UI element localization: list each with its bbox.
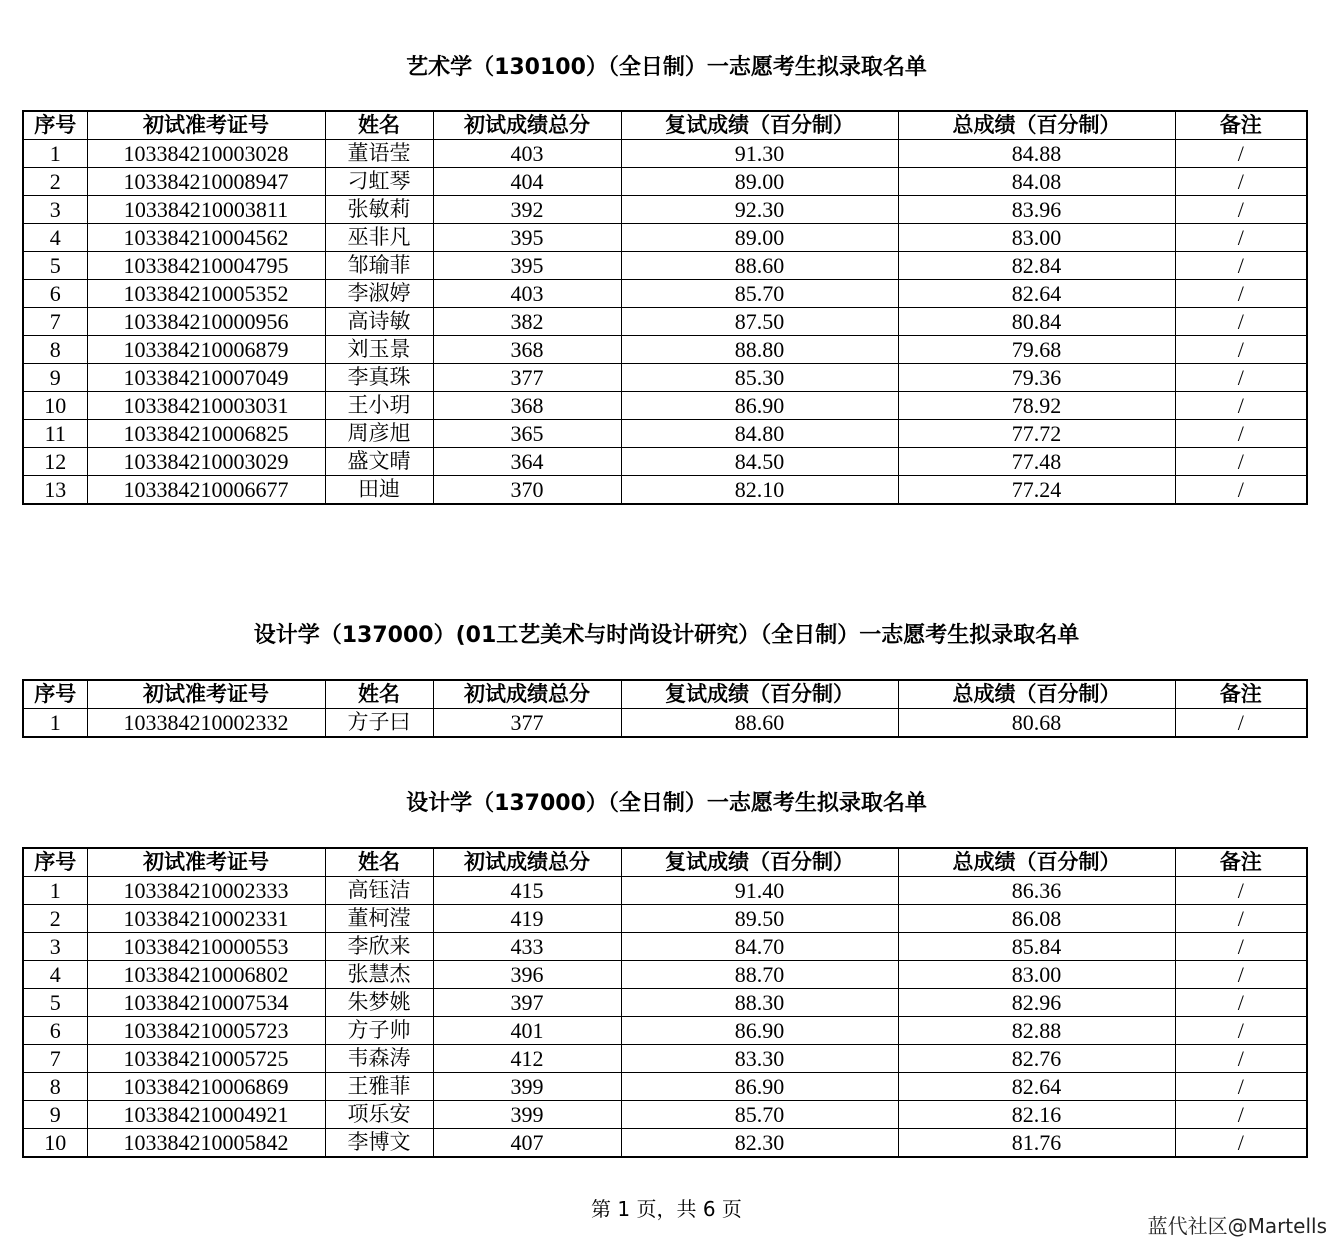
- column-header-seq: 序号: [23, 680, 87, 709]
- initial-score-cell: 399: [433, 1101, 621, 1129]
- remark-cell: /: [1175, 476, 1307, 505]
- table-row: [23, 140, 1307, 168]
- initial-score-cell: 407: [433, 1129, 621, 1158]
- column-header-retest-score: 复试成绩（百分制）: [621, 680, 898, 709]
- exam-id-cell: 103384210005352: [87, 280, 325, 308]
- table-row: [23, 1101, 1307, 1129]
- name-cell: 方子帅: [325, 1017, 433, 1045]
- table-row: [23, 476, 1307, 505]
- initial-score-cell: 403: [433, 280, 621, 308]
- remark-cell: /: [1175, 280, 1307, 308]
- seq-cell: 4: [23, 961, 87, 989]
- total-score-cell: 82.64: [898, 1073, 1175, 1101]
- initial-score-cell: 368: [433, 392, 621, 420]
- initial-score-cell: 377: [433, 364, 621, 392]
- seq-cell: 1: [23, 140, 87, 168]
- exam-id-cell: 103384210002332: [87, 709, 325, 738]
- retest-score-cell: 84.70: [621, 933, 898, 961]
- page-footer: 第 1 页，共 6 页: [591, 1197, 742, 1221]
- retest-score-cell: 89.00: [621, 224, 898, 252]
- seq-cell: 7: [23, 308, 87, 336]
- total-score-cell: 80.84: [898, 308, 1175, 336]
- retest-score-cell: 88.60: [621, 252, 898, 280]
- initial-score-cell: 392: [433, 196, 621, 224]
- remark-cell: /: [1175, 364, 1307, 392]
- retest-score-cell: 86.90: [621, 1073, 898, 1101]
- total-score-cell: 86.36: [898, 877, 1175, 905]
- seq-cell: 7: [23, 1045, 87, 1073]
- remark-cell: /: [1175, 420, 1307, 448]
- initial-score-cell: 365: [433, 420, 621, 448]
- name-cell: 董语莹: [325, 140, 433, 168]
- retest-score-cell: 92.30: [621, 196, 898, 224]
- total-score-cell: 83.00: [898, 961, 1175, 989]
- admission-table: [22, 847, 1308, 1158]
- total-score-cell: 82.16: [898, 1101, 1175, 1129]
- seq-cell: 11: [23, 420, 87, 448]
- retest-score-cell: 88.60: [621, 709, 898, 738]
- total-score-cell: 84.08: [898, 168, 1175, 196]
- initial-score-cell: 396: [433, 961, 621, 989]
- seq-cell: 10: [23, 392, 87, 420]
- name-cell: 李博文: [325, 1129, 433, 1158]
- section-title: 设计学（137000）（全日制）一志愿考生拟录取名单: [406, 791, 927, 816]
- seq-cell: 5: [23, 252, 87, 280]
- remark-cell: /: [1175, 196, 1307, 224]
- remark-cell: /: [1175, 224, 1307, 252]
- seq-cell: 2: [23, 168, 87, 196]
- table-header-row: [23, 111, 1307, 140]
- initial-score-cell: 368: [433, 336, 621, 364]
- table-row: [23, 224, 1307, 252]
- total-score-cell: 82.84: [898, 252, 1175, 280]
- name-cell: 周彦旭: [325, 420, 433, 448]
- seq-cell: 1: [23, 709, 87, 738]
- total-score-cell: 81.76: [898, 1129, 1175, 1158]
- name-cell: 董柯滢: [325, 905, 433, 933]
- column-header-exam-id: 初试准考证号: [87, 111, 325, 140]
- total-score-cell: 83.96: [898, 196, 1175, 224]
- seq-cell: 2: [23, 905, 87, 933]
- remark-cell: /: [1175, 877, 1307, 905]
- column-header-seq: 序号: [23, 111, 87, 140]
- section-title: 艺术学（130100）（全日制）一志愿考生拟录取名单: [406, 55, 927, 80]
- column-header-total-score: 总成绩（百分制）: [898, 680, 1175, 709]
- remark-cell: /: [1175, 336, 1307, 364]
- table-row: [23, 168, 1307, 196]
- total-score-cell: 79.68: [898, 336, 1175, 364]
- exam-id-cell: 103384210003031: [87, 392, 325, 420]
- remark-cell: /: [1175, 1045, 1307, 1073]
- initial-score-cell: 412: [433, 1045, 621, 1073]
- seq-cell: 4: [23, 224, 87, 252]
- exam-id-cell: 103384210004562: [87, 224, 325, 252]
- retest-score-cell: 85.70: [621, 280, 898, 308]
- initial-score-cell: 401: [433, 1017, 621, 1045]
- exam-id-cell: 103384210000553: [87, 933, 325, 961]
- column-header-initial-score: 初试成绩总分: [433, 848, 621, 877]
- table-row: [23, 336, 1307, 364]
- table-row: [23, 1073, 1307, 1101]
- table-row: [23, 877, 1307, 905]
- remark-cell: /: [1175, 168, 1307, 196]
- name-cell: 邹瑜菲: [325, 252, 433, 280]
- table-row: [23, 280, 1307, 308]
- name-cell: 王小玥: [325, 392, 433, 420]
- initial-score-cell: 370: [433, 476, 621, 505]
- initial-score-cell: 415: [433, 877, 621, 905]
- remark-cell: /: [1175, 140, 1307, 168]
- retest-score-cell: 86.90: [621, 392, 898, 420]
- remark-cell: /: [1175, 1017, 1307, 1045]
- initial-score-cell: 404: [433, 168, 621, 196]
- retest-score-cell: 91.40: [621, 877, 898, 905]
- column-header-seq: 序号: [23, 848, 87, 877]
- admission-table: [22, 110, 1308, 505]
- retest-score-cell: 87.50: [621, 308, 898, 336]
- initial-score-cell: 399: [433, 1073, 621, 1101]
- initial-score-cell: 419: [433, 905, 621, 933]
- column-header-retest-score: 复试成绩（百分制）: [621, 111, 898, 140]
- name-cell: 张敏莉: [325, 196, 433, 224]
- name-cell: 高钰洁: [325, 877, 433, 905]
- initial-score-cell: 395: [433, 252, 621, 280]
- column-header-name: 姓名: [325, 680, 433, 709]
- seq-cell: 12: [23, 448, 87, 476]
- total-score-cell: 83.00: [898, 224, 1175, 252]
- seq-cell: 13: [23, 476, 87, 505]
- retest-score-cell: 88.30: [621, 989, 898, 1017]
- column-header-total-score: 总成绩（百分制）: [898, 848, 1175, 877]
- column-header-retest-score: 复试成绩（百分制）: [621, 848, 898, 877]
- seq-cell: 5: [23, 989, 87, 1017]
- retest-score-cell: 86.90: [621, 1017, 898, 1045]
- table-row: [23, 989, 1307, 1017]
- seq-cell: 8: [23, 336, 87, 364]
- table-row: [23, 196, 1307, 224]
- column-header-remark: 备注: [1175, 848, 1307, 877]
- remark-cell: /: [1175, 1129, 1307, 1158]
- table-row: [23, 905, 1307, 933]
- retest-score-cell: 82.30: [621, 1129, 898, 1158]
- exam-id-cell: 103384210007534: [87, 989, 325, 1017]
- retest-score-cell: 82.10: [621, 476, 898, 505]
- column-header-total-score: 总成绩（百分制）: [898, 111, 1175, 140]
- total-score-cell: 82.64: [898, 280, 1175, 308]
- name-cell: 巫非凡: [325, 224, 433, 252]
- exam-id-cell: 103384210006802: [87, 961, 325, 989]
- watermark: 蓝代社区@Martells: [1147, 1214, 1327, 1238]
- name-cell: 李真珠: [325, 364, 433, 392]
- remark-cell: /: [1175, 392, 1307, 420]
- total-score-cell: 79.36: [898, 364, 1175, 392]
- initial-score-cell: 433: [433, 933, 621, 961]
- total-score-cell: 82.88: [898, 1017, 1175, 1045]
- table-row: [23, 1129, 1307, 1158]
- initial-score-cell: 395: [433, 224, 621, 252]
- remark-cell: /: [1175, 961, 1307, 989]
- seq-cell: 6: [23, 280, 87, 308]
- remark-cell: /: [1175, 1073, 1307, 1101]
- table-row: [23, 420, 1307, 448]
- section-title: 设计学（137000）(01工艺美术与时尚设计研究）（全日制）一志愿考生拟录取名单: [253, 623, 1080, 648]
- table-header-row: [23, 848, 1307, 877]
- retest-score-cell: 91.30: [621, 140, 898, 168]
- total-score-cell: 77.72: [898, 420, 1175, 448]
- seq-cell: 3: [23, 933, 87, 961]
- total-score-cell: 82.96: [898, 989, 1175, 1017]
- exam-id-cell: 103384210000956: [87, 308, 325, 336]
- remark-cell: /: [1175, 933, 1307, 961]
- total-score-cell: 84.88: [898, 140, 1175, 168]
- table-row: [23, 1045, 1307, 1073]
- retest-score-cell: 88.70: [621, 961, 898, 989]
- exam-id-cell: 103384210003811: [87, 196, 325, 224]
- total-score-cell: 78.92: [898, 392, 1175, 420]
- exam-id-cell: 103384210004795: [87, 252, 325, 280]
- initial-score-cell: 397: [433, 989, 621, 1017]
- column-header-remark: 备注: [1175, 680, 1307, 709]
- exam-id-cell: 103384210007049: [87, 364, 325, 392]
- exam-id-cell: 103384210005842: [87, 1129, 325, 1158]
- initial-score-cell: 364: [433, 448, 621, 476]
- remark-cell: /: [1175, 905, 1307, 933]
- retest-score-cell: 83.30: [621, 1045, 898, 1073]
- table-row: [23, 961, 1307, 989]
- exam-id-cell: 103384210002333: [87, 877, 325, 905]
- seq-cell: 9: [23, 364, 87, 392]
- total-score-cell: 77.48: [898, 448, 1175, 476]
- table-row: [23, 392, 1307, 420]
- total-score-cell: 80.68: [898, 709, 1175, 738]
- retest-score-cell: 89.00: [621, 168, 898, 196]
- name-cell: 张慧杰: [325, 961, 433, 989]
- name-cell: 刘玉景: [325, 336, 433, 364]
- exam-id-cell: 103384210002331: [87, 905, 325, 933]
- exam-id-cell: 103384210006879: [87, 336, 325, 364]
- name-cell: 王雅菲: [325, 1073, 433, 1101]
- retest-score-cell: 89.50: [621, 905, 898, 933]
- remark-cell: /: [1175, 252, 1307, 280]
- name-cell: 刁虹琴: [325, 168, 433, 196]
- retest-score-cell: 85.30: [621, 364, 898, 392]
- remark-cell: /: [1175, 308, 1307, 336]
- remark-cell: /: [1175, 989, 1307, 1017]
- column-header-exam-id: 初试准考证号: [87, 680, 325, 709]
- exam-id-cell: 103384210003029: [87, 448, 325, 476]
- retest-score-cell: 84.80: [621, 420, 898, 448]
- table-header-row: [23, 680, 1307, 709]
- column-header-name: 姓名: [325, 848, 433, 877]
- seq-cell: 9: [23, 1101, 87, 1129]
- retest-score-cell: 88.80: [621, 336, 898, 364]
- retest-score-cell: 85.70: [621, 1101, 898, 1129]
- exam-id-cell: 103384210005725: [87, 1045, 325, 1073]
- column-header-remark: 备注: [1175, 111, 1307, 140]
- table-row: [23, 252, 1307, 280]
- seq-cell: 10: [23, 1129, 87, 1158]
- seq-cell: 3: [23, 196, 87, 224]
- admission-table: [22, 679, 1308, 738]
- initial-score-cell: 382: [433, 308, 621, 336]
- column-header-initial-score: 初试成绩总分: [433, 680, 621, 709]
- name-cell: 韦森涛: [325, 1045, 433, 1073]
- remark-cell: /: [1175, 448, 1307, 476]
- table-row: [23, 709, 1307, 738]
- exam-id-cell: 103384210006869: [87, 1073, 325, 1101]
- seq-cell: 6: [23, 1017, 87, 1045]
- table-row: [23, 308, 1307, 336]
- exam-id-cell: 103384210004921: [87, 1101, 325, 1129]
- exam-id-cell: 103384210008947: [87, 168, 325, 196]
- remark-cell: /: [1175, 1101, 1307, 1129]
- name-cell: 项乐安: [325, 1101, 433, 1129]
- total-score-cell: 86.08: [898, 905, 1175, 933]
- seq-cell: 8: [23, 1073, 87, 1101]
- name-cell: 方子曰: [325, 709, 433, 738]
- column-header-initial-score: 初试成绩总分: [433, 111, 621, 140]
- name-cell: 田迪: [325, 476, 433, 505]
- table-row: [23, 448, 1307, 476]
- remark-cell: /: [1175, 709, 1307, 738]
- column-header-name: 姓名: [325, 111, 433, 140]
- initial-score-cell: 377: [433, 709, 621, 738]
- seq-cell: 1: [23, 877, 87, 905]
- name-cell: 朱梦姚: [325, 989, 433, 1017]
- total-score-cell: 85.84: [898, 933, 1175, 961]
- column-header-exam-id: 初试准考证号: [87, 848, 325, 877]
- table-row: [23, 364, 1307, 392]
- exam-id-cell: 103384210006825: [87, 420, 325, 448]
- total-score-cell: 82.76: [898, 1045, 1175, 1073]
- initial-score-cell: 403: [433, 140, 621, 168]
- retest-score-cell: 84.50: [621, 448, 898, 476]
- name-cell: 李淑婷: [325, 280, 433, 308]
- exam-id-cell: 103384210003028: [87, 140, 325, 168]
- table-row: [23, 933, 1307, 961]
- exam-id-cell: 103384210005723: [87, 1017, 325, 1045]
- exam-id-cell: 103384210006677: [87, 476, 325, 505]
- table-row: [23, 1017, 1307, 1045]
- name-cell: 李欣来: [325, 933, 433, 961]
- name-cell: 盛文晴: [325, 448, 433, 476]
- total-score-cell: 77.24: [898, 476, 1175, 505]
- name-cell: 高诗敏: [325, 308, 433, 336]
